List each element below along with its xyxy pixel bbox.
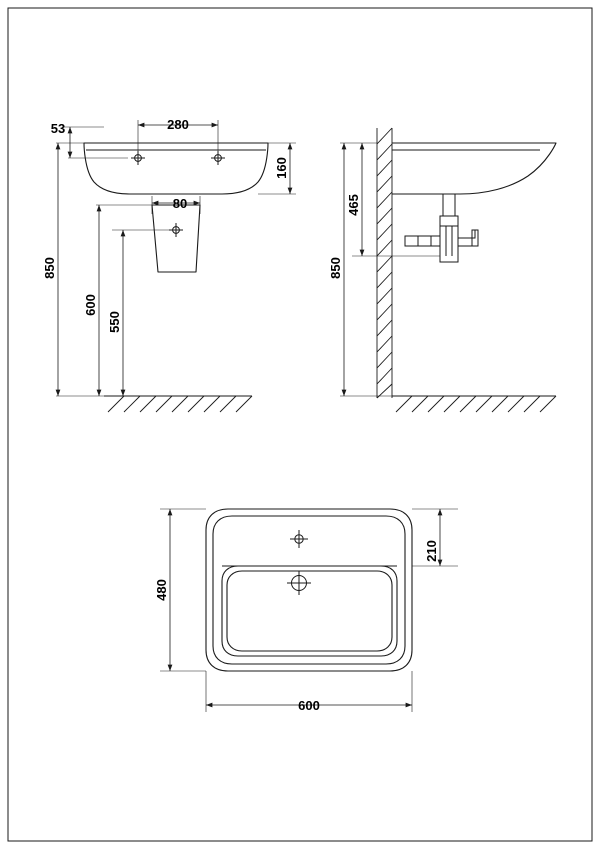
front-floor-hatch bbox=[104, 396, 252, 412]
dim-side-850: 850 bbox=[328, 257, 343, 279]
top-dimension-lines bbox=[170, 509, 440, 705]
dim-front-850: 850 bbox=[42, 257, 57, 279]
dim-side-465: 465 bbox=[346, 194, 361, 216]
dim-front-80: 80 bbox=[172, 196, 188, 211]
top-plan-view bbox=[206, 509, 412, 671]
dim-front-280: 280 bbox=[167, 117, 189, 132]
dim-front-550: 550 bbox=[107, 311, 122, 333]
top-tap-and-waste-holes bbox=[287, 530, 311, 595]
side-extension-lines bbox=[340, 143, 440, 396]
side-floor-hatch bbox=[392, 396, 556, 412]
side-dimension-lines bbox=[344, 143, 362, 396]
side-wall-hatch bbox=[377, 128, 392, 398]
side-elevation-view bbox=[392, 143, 556, 194]
dim-front-53: 53 bbox=[50, 121, 66, 136]
side-trap-pipework bbox=[405, 194, 478, 262]
dim-front-600: 600 bbox=[83, 294, 98, 316]
sheet-border bbox=[8, 8, 592, 841]
front-dimension-lines bbox=[58, 125, 290, 396]
top-extension-lines bbox=[160, 509, 458, 712]
dim-top-210: 210 bbox=[424, 540, 439, 562]
dim-front-160: 160 bbox=[274, 157, 289, 179]
dim-top-600: 600 bbox=[298, 698, 320, 713]
front-extension-lines bbox=[56, 120, 296, 396]
dim-top-480: 480 bbox=[154, 579, 169, 601]
